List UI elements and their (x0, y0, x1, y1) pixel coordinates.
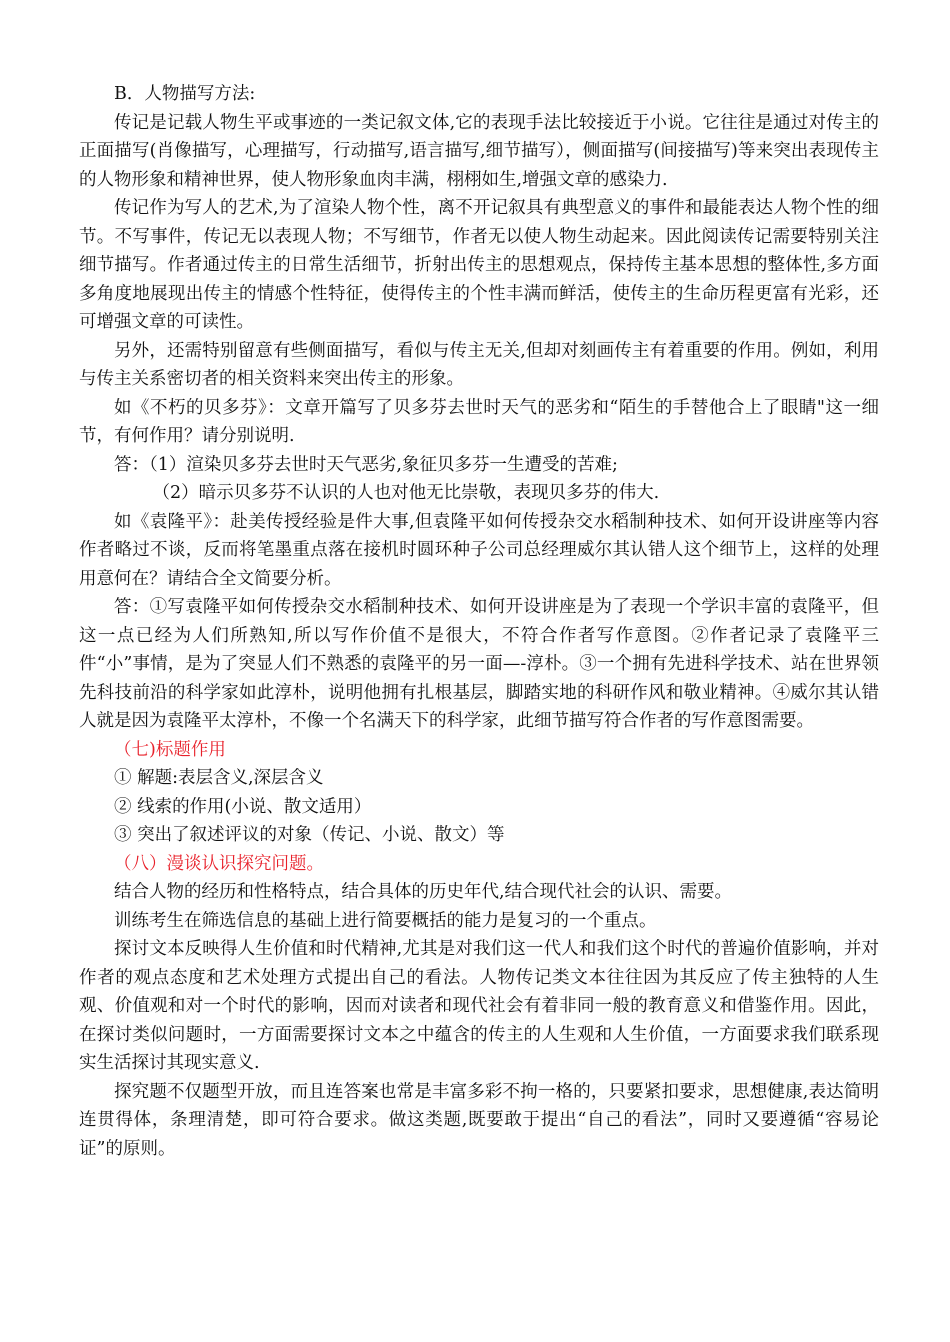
paragraph: 训练考生在筛选信息的基础上进行简要概括的能力是复习的一个重点。 (114, 910, 657, 931)
paragraph: 另外，还需特别留意有些侧面描写，看似与传主无关,但却对刻画传主有着重要的作用。例如，利用与传主关系密切者的相关资料来突出传主的形象。 (79, 340, 879, 389)
paragraph: 传记是记载人物生平或事迹的一类记叙文体,它的表现手法比较接近于小说。它往往是通过对传主的正面描写(肖像描写，心理描写，行动描写,语言描写,细节描写），侧面描写(间接描写)等来突出表现传主的人物形象和精神世界，使人物形象血肉丰满，栩栩如生,增强文章的感染力. (79, 112, 879, 190)
example-question: 如《不朽的贝多芬》：文章开篇写了贝多芬去世时天气的恶劣和“陌生的手替他合上了眼睛"这一细节，有何作用？请分别说明. (79, 397, 879, 446)
example-answer: （2）暗示贝多芬不认识的人也对他无比崇敬，表现贝多芬的伟大. (152, 483, 660, 503)
example-answer: 答：①写袁隆平如何传授杂交水稻制种技术、如何开设讲座是为了表现一个学识丰富的袁隆平，但这一点已经为人们所熟知,所以写作价值不是很大，不符合作者写作意图。②作者记录了袁隆平三件“小”事情，是为了突显人们不熟悉的袁隆平的另一面—-淳朴。③一个拥有先进科学技术、站在世界领先科技前沿的科学家如此淳朴，说明他拥有扎根基层，脚踏实地的科研作风和敬业精神。④威尔其认错人就是因为袁隆平太淳朴，不像一个名满天下的科学家，此细节描写符合作者的写作意图需要。 (79, 597, 879, 731)
paragraph: 探究题不仅题型开放，而且连答案也常是丰富多彩不拘一格的，只要紧扣要求，思想健康,表达简明连贯得体，条理清楚，即可符合要求。做这类题,既要敢于提出“自己的看法”，同时又要遵循“容易论证”的原则。 (79, 1081, 879, 1159)
example-answer: 答：（1）渲染贝多芬去世时天气恶劣,象征贝多芬一生遭受的苦难; (114, 454, 618, 475)
section-b-heading: B．人物描写方法: (114, 84, 256, 104)
paragraph: 传记作为写人的艺术,为了渲染人物个性，离不开记叙具有典型意义的事件和最能表达人物个性的细节。不写事件，传记无以表现人物；不写细节，作者无以使人物生动起来。因此阅读传记需要特别关注细节描写。作者通过传主的日常生活细节，折射出传主的思想观点，保持传主基本思想的整体性,多方面多角度地展现出传主的情感个性特征，使得传主的个性丰满而鲜活，使传主的生命历程更富有光彩，还可增强文章的可读性。 (79, 198, 879, 332)
paragraph: 结合人物的经历和性格特点，结合具体的历史年代,结合现代社会的认识、需要。 (114, 882, 733, 902)
list-item: ② 线索的作用(小说、散文适用） (114, 796, 372, 817)
section-8-heading: （八）漫谈认识探究问题。 (114, 853, 324, 874)
document-page (79, 80, 879, 1163)
section-7-heading: （七)标题作用 (114, 739, 226, 760)
list-item: ① 解题:表层含义,深层含义 (114, 768, 324, 788)
list-item: ③ 突出了叙述评议的对象（传记、小说、散文）等 (114, 825, 505, 845)
paragraph: 探讨文本反映得人生价值和时代精神,尤其是对我们这一代人和我们这个时代的普遍价值影响，并对作者的观点态度和艺术处理方式提出自己的看法。人物传记类文本往往因为其反应了传主独特的人生观、价值观和对一个时代的影响，因而对读者和现代社会有着非同一般的教育意义和借鉴作用。因此，在探讨类似问题时，一方面需要探讨文本之中蕴含的传主的人生观和人生价值，一方面要求我们联系现实生活探讨其现实意义. (79, 939, 879, 1073)
example-question: 如《袁隆平》：赴美传授经验是件大事,但袁隆平如何传授杂交水稻制种技术、如何开设讲座等内容作者略过不谈，反而将笔墨重点落在接机时圆环种子公司总经理威尔其认错人这个细节上，这样的处理用意何在？请结合全文简要分析。 (79, 511, 879, 589)
